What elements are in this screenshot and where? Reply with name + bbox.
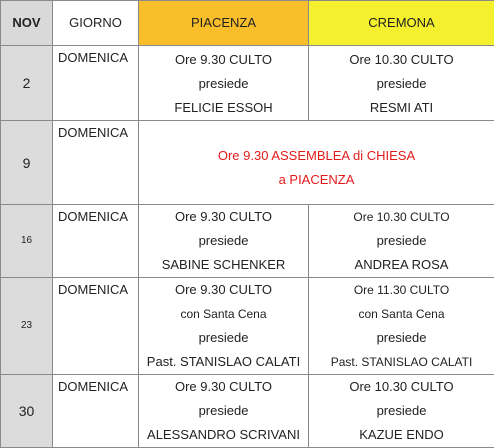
header-nov: NOV [1,1,53,46]
date-cell: 2 [1,46,53,121]
table-row [1,121,494,205]
service-time: Ore 10.30 CULTO [309,48,494,72]
header-piacenza: PIACENZA [139,1,309,46]
notice-line-2: a PIACENZA [139,168,494,192]
piacenza-cell [139,205,309,278]
assembly-notice [139,121,494,205]
communion-note: con Santa Cena [309,302,494,326]
service-time: Ore 10.30 CULTO [309,205,494,229]
presiede-label: presiede [139,72,308,96]
service-time: Ore 9.30 CULTO [139,48,308,72]
presiede-label: presiede [139,229,308,253]
day-cell: DOMENICA [53,278,139,375]
day-cell: DOMENICA [53,121,139,205]
piacenza-cell [139,278,309,375]
header-giorno: GIORNO [53,1,139,46]
cremona-cell [309,205,494,278]
preacher-name: ALESSANDRO SCRIVANI [139,423,308,447]
header-row [1,1,494,46]
service-time: Ore 10.30 CULTO [309,375,494,399]
preacher-name: ANDREA ROSA [309,253,494,277]
notice-line-1: Ore 9.30 ASSEMBLEA di CHIESA [139,144,494,168]
preacher-name: FELICIE ESSOH [139,96,308,120]
header-cremona: CREMONA [309,1,494,46]
preacher-name: KAZUE ENDO [309,423,494,447]
date-cell: 9 [1,121,53,205]
service-time: Ore 9.30 CULTO [139,375,308,399]
communion-note: con Santa Cena [139,302,308,326]
presiede-label: presiede [309,229,494,253]
date-cell: 30 [1,375,53,448]
service-time: Ore 11.30 CULTO [309,278,494,302]
day-cell: DOMENICA [53,205,139,278]
table-row [1,46,494,121]
preacher-name: Past. STANISLAO CALATI [139,350,308,374]
service-time: Ore 9.30 CULTO [139,205,308,229]
piacenza-cell [139,46,309,121]
table-row [1,278,494,375]
presiede-label: presiede [309,72,494,96]
presiede-label: presiede [139,399,308,423]
day-cell: DOMENICA [53,375,139,448]
presiede-label: presiede [309,399,494,423]
presiede-label: presiede [309,326,494,350]
presiede-label: presiede [139,326,308,350]
day-cell: DOMENICA [53,46,139,121]
service-time: Ore 9.30 CULTO [139,278,308,302]
date-cell: 16 [1,205,53,278]
cremona-cell [309,46,494,121]
table-row [1,205,494,278]
preacher-name: Past. STANISLAO CALATI [309,350,494,374]
preacher-name: RESMI ATI [309,96,494,120]
preacher-name: SABINE SCHENKER [139,253,308,277]
cremona-cell [309,278,494,375]
date-cell: 23 [1,278,53,375]
